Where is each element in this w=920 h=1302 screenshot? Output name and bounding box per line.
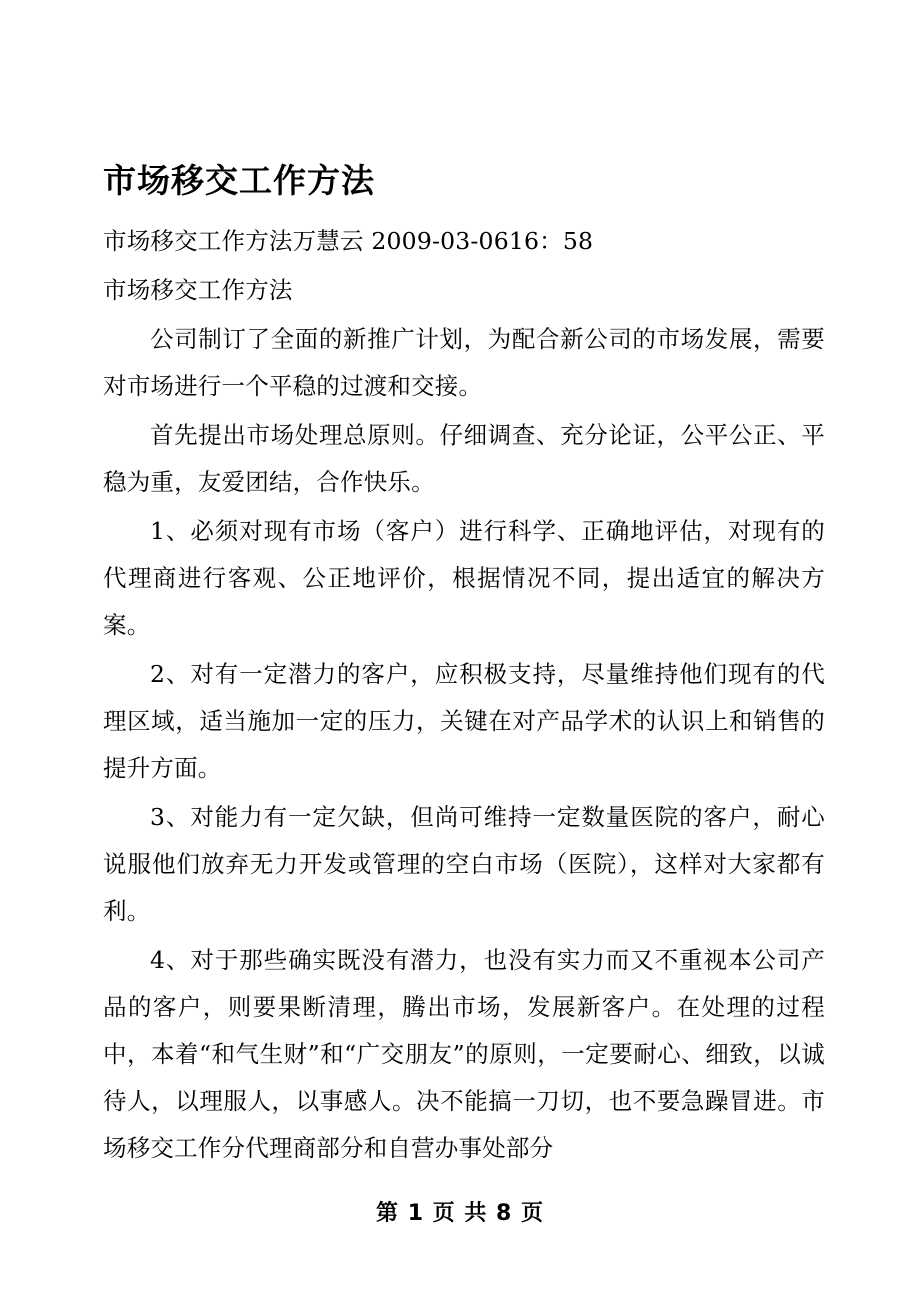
paragraph-item-4: 4、对于那些确实既没有潜力，也没有实力而又不重视本公司产品的客户，则要果断清理，腾出市场，发展新客户。在处理的过程中，本着“和气生财”和“广交朋友”的原则，一定要耐心、细致，以诚待人，以理服人，以事感人。决不能搞一刀切，也不要急躁冒进。市场移交工作分代理商部分和自营办事处部分 bbox=[103, 946, 825, 1162]
paragraph-item-3: 3、对能力有一定欠缺，但尚可维持一定数量医院的客户，耐心说服他们放弃无力开发或管理的空白市场（医院），这样对大家都有利。 bbox=[103, 803, 825, 925]
paragraph-meta: 市场移交工作方法万慧云 2009-03-0616：58 bbox=[103, 227, 594, 255]
page-footer: 第 1 页 共 8 页 bbox=[376, 1201, 544, 1226]
page-title: 市场移交工作方法 bbox=[103, 161, 375, 200]
paragraph-subtitle: 市场移交工作方法 bbox=[103, 276, 293, 304]
document-body bbox=[103, 218, 825, 1174]
paragraph-intro: 公司制订了全面的新推广计划，为配合新公司的市场发展，需要对市场进行一个平稳的过渡和交接。 bbox=[103, 325, 825, 400]
paragraph-item-2: 2、对有一定潜力的客户，应积极支持，尽量维持他们现有的代理区域，适当施加一定的压力，关键在对产品学术的认识上和销售的提升方面。 bbox=[103, 660, 825, 782]
paragraph-item-1: 1、必须对现有市场（客户）进行科学、正确地评估，对现有的代理商进行客观、公正地评价，根据情况不同，提出适宜的解决方案。 bbox=[103, 517, 825, 639]
paragraph-principles: 首先提出市场处理总原则。仔细调查、充分论证，公平公正、平稳为重，友爱团结，合作快乐。 bbox=[103, 421, 825, 496]
